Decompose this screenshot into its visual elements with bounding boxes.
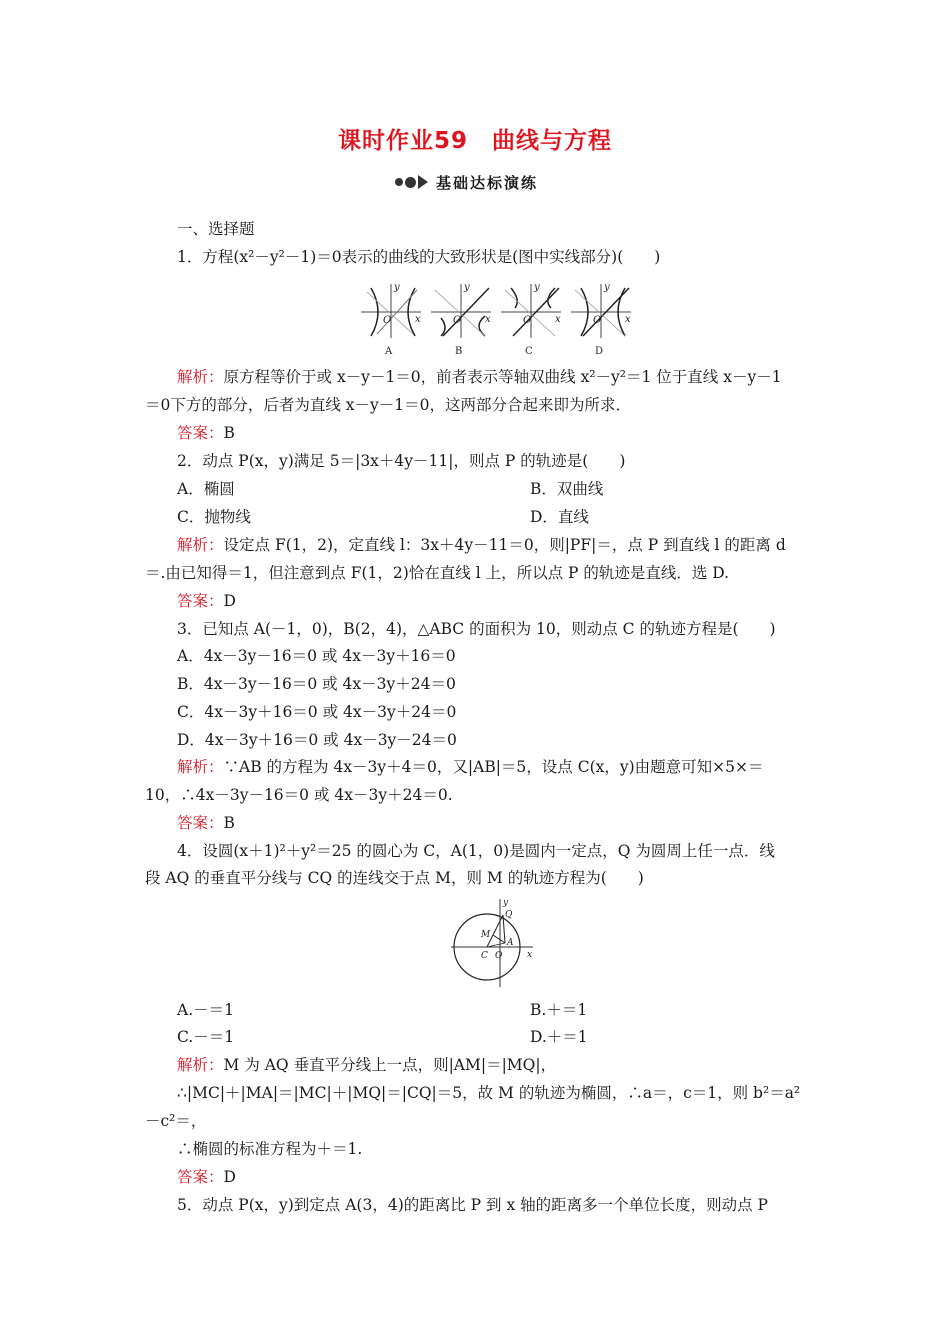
q4-option-a: A.－＝1 <box>177 1001 234 1019</box>
svg-text:A: A <box>507 938 514 948</box>
q2-analysis-line-2: ＝.由已知得＝1，但注意到点 F(1，2)恰在直线 l 上，所以点 P 的轨迹是直线．选 D. <box>145 564 730 582</box>
svg-text:y: y <box>464 282 470 293</box>
q1-figure-b <box>431 282 491 357</box>
banner-text: 基础达标演练 <box>436 173 539 192</box>
q4-answer-value: D <box>223 1168 236 1186</box>
q3-answer-label: 答案： <box>177 814 224 832</box>
q1-figure-a <box>361 282 421 357</box>
svg-text:O: O <box>593 315 602 326</box>
q2-analysis-label: 解析： <box>177 536 224 554</box>
q3-option-d: D．4x－3y＋16＝0 或 4x－3y－24＝0 <box>177 731 457 749</box>
svg-text:C: C <box>525 346 533 357</box>
q1-figure-c <box>501 282 561 357</box>
q5-stem: 5．动点 P(x，y)到定点 A(3，4)的距离比 P 到 x 轴的距离多一个单位长度，则动点 P <box>177 1196 768 1214</box>
q4-answer-label: 答案： <box>177 1168 224 1186</box>
q4-analysis-text: M 为 AQ 垂直平分线上一点，则|AM|＝|MQ|， <box>223 1056 557 1074</box>
q3-stem: 3．已知点 A(－1，0)，B(2，4)，△ABC 的面积为 10，则动点 C 的轨迹方程是( ) <box>177 620 776 638</box>
q4-analysis-label: 解析： <box>177 1056 224 1074</box>
q3-analysis-line-1 <box>177 757 764 777</box>
q3-option-c: C．4x－3y＋16＝0 或 4x－3y＋24＝0 <box>177 703 457 721</box>
svg-text:x: x <box>625 314 631 325</box>
q1-analysis-label: 解析： <box>177 368 224 386</box>
q3-analysis-label: 解析： <box>177 758 224 776</box>
svg-text:x: x <box>415 314 421 325</box>
q1-stem: 1．方程(x²－y²－1)＝0表示的曲线的大致形状是(图中实线部分)( ) <box>177 248 661 266</box>
svg-text:y: y <box>604 282 610 293</box>
q1-analysis-line-2: ＝0下方的部分，后者为直线 x－y－1＝0，这两部分合起来即为所求． <box>145 396 632 414</box>
q2-option-b: B．双曲线 <box>530 480 604 498</box>
q4-analysis-line-2: ∴|MC|＋|MA|＝|MC|＋|MQ|＝|CQ|＝5，故 M 的轨迹为椭圆，∴a＝，c＝1，则 b²＝a² <box>177 1084 801 1102</box>
q3-analysis-text: ∵AB 的方程为 4x－3y＋4＝0，又|AB|＝5，设点 C(x，y)由题意可知×5×＝ <box>223 758 764 776</box>
svg-text:M: M <box>481 930 491 940</box>
page-title: 课时作业59 曲线与方程 <box>337 128 612 154</box>
q4-option-c: C.－＝1 <box>177 1028 235 1046</box>
svg-text:B: B <box>455 346 463 357</box>
svg-text:A: A <box>385 346 393 357</box>
q3-answer-value: B <box>223 814 235 832</box>
q3-analysis-line-2: 10，∴4x－3y－16＝0 或 4x－3y＋24＝0. <box>145 786 453 804</box>
q4-analysis-line-4: ∴椭圆的标准方程为＋＝1. <box>177 1140 363 1158</box>
q3-option-a: A．4x－3y－16＝0 或 4x－3y＋16＝0 <box>177 647 456 665</box>
svg-text:O: O <box>495 951 503 961</box>
q4-option-d: D.＋＝1 <box>530 1028 588 1046</box>
q1-answer-value: B <box>223 424 235 442</box>
q1-analysis-line-1 <box>177 367 782 387</box>
q4-figure <box>445 895 540 990</box>
q4-answer <box>177 1167 236 1187</box>
svg-text:O: O <box>383 315 392 326</box>
svg-text:Q: Q <box>505 910 513 920</box>
svg-text:x: x <box>485 314 491 325</box>
q2-analysis-line-1 <box>177 535 786 555</box>
q1-figure-d <box>571 282 631 357</box>
q1-analysis-text: 原方程等价于或 x－y－1＝0，前者表示等轴双曲线 x²－y²＝1 位于直线 x－y－1 <box>223 368 782 386</box>
svg-text:y: y <box>534 282 540 293</box>
svg-text:O: O <box>523 315 532 326</box>
q2-stem: 2．动点 P(x，y)满足 5＝|3x＋4y－11|，则点 P 的轨迹是( ) <box>177 452 626 470</box>
q2-option-a: A．椭圆 <box>177 480 235 498</box>
svg-text:D: D <box>595 346 604 357</box>
q2-answer-label: 答案： <box>177 592 224 610</box>
q4-analysis-line-1 <box>177 1055 556 1075</box>
q1-answer-label: 答案： <box>177 424 224 442</box>
q2-analysis-text: 设定点 F(1，2)，定直线 l：3x＋4y－11＝0，则|PF|＝，点 P 到直线 l 的距离 d <box>223 536 786 554</box>
svg-text:x: x <box>527 950 533 960</box>
svg-text:y: y <box>394 282 400 293</box>
section-banner <box>395 172 538 192</box>
q2-answer-value: D <box>223 592 236 610</box>
q4-stem-line-2: 段 AQ 的垂直平分线与 CQ 的连线交于点 M，则 M 的轨迹方程为( ) <box>145 869 644 887</box>
q3-option-b: B．4x－3y－16＝0 或 4x－3y＋24＝0 <box>177 675 456 693</box>
q1-answer <box>177 423 235 443</box>
q2-answer <box>177 591 236 611</box>
banner-dots-icon <box>395 175 432 189</box>
svg-text:C: C <box>481 951 488 961</box>
q2-option-d: D．直线 <box>530 508 589 526</box>
q3-answer <box>177 813 235 833</box>
q4-option-b: B.＋＝1 <box>530 1001 588 1019</box>
q4-analysis-line-3: －c²＝， <box>145 1112 207 1130</box>
svg-text:y: y <box>503 898 509 908</box>
q2-option-c: C．抛物线 <box>177 508 251 526</box>
q1-figure <box>357 278 633 358</box>
svg-text:x: x <box>555 314 561 325</box>
section-title: 一、选择题 <box>177 220 255 238</box>
q4-stem-line-1: 4．设圆(x＋1)²＋y²＝25 的圆心为 C，A(1，0)是圆内一定点，Q 为圆周上任一点．线 <box>177 842 775 860</box>
svg-text:O: O <box>453 315 462 326</box>
